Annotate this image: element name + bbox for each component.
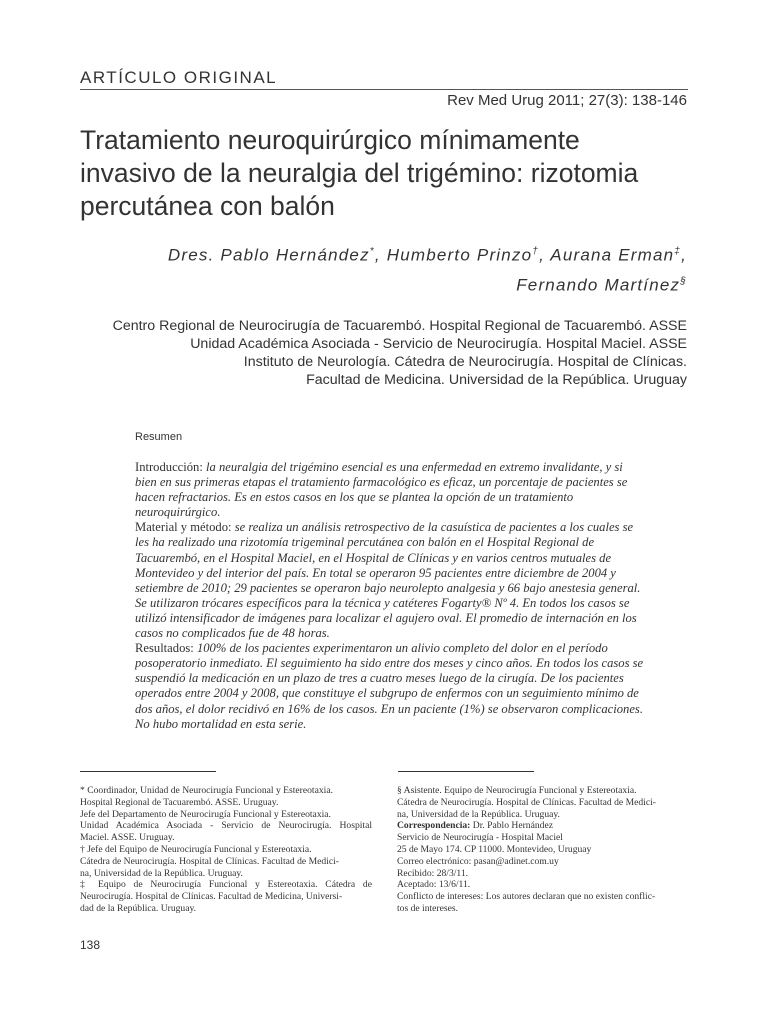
conflict-of-interest: Conflicto de intereses: Los autores declaran que no existen conflic- (397, 891, 656, 903)
section-label: ARTÍCULO ORIGINAL (80, 68, 278, 87)
author-mark: † (532, 246, 540, 257)
accepted-date: Aceptado: 13/6/11. (397, 879, 471, 891)
author-name: , Aurana Erman (539, 245, 675, 265)
abstract-label: Material y método: (135, 520, 232, 535)
abstract-label: Resultados: (135, 641, 194, 656)
affiliation-line: Instituto de Neurología. Cátedra de Neurocirugía. Hospital de Clínicas. (243, 354, 687, 370)
journal-citation: Rev Med Urug 2011; 27(3): 138-146 (447, 92, 687, 109)
affiliation-line: Facultad de Medicina. Universidad de la República. Uruguay (306, 372, 687, 388)
footnote-line: § Asistente. Equipo de Neurocirugía Funcional y Estereotaxia. (397, 785, 637, 796)
affiliations (113, 317, 687, 389)
authors-line-1 (168, 239, 687, 269)
abstract-text: 100% de los pacientes experimentaron un alivio completo del dolor en el período posoperatorio inmediato. El seguimiento ha sido entre dos meses y cinco años. En todos los casos se suspendió la medicación en un plazo de tres a cuatro meses luego de la cirugía. De los pacientes operados entre 2004 y 2008, que constituye el subgrupo de enfermos con un seguimiento mínimo de dos años, el dolor recidivó en 16% de los casos. En un paciente (1%) se observaron complicaciones. No hubo mortalidad en esta serie. (135, 641, 644, 731)
footnote-rule (398, 771, 534, 772)
received-date: Recibido: 28/3/11. (397, 867, 469, 879)
footnote-line: † Jefe del Equipo de Neurocirugía Funcional y Estereotaxia. (80, 843, 312, 855)
abstract-body (135, 460, 645, 732)
footnote-line: na, Universidad de la República. Uruguay. (80, 867, 243, 879)
affiliation-line: Unidad Académica Asociada - Servicio de Neurocirugía. Hospital Maciel. ASSE (190, 336, 687, 352)
correspondence-line (397, 820, 689, 832)
footnote-line: na, Universidad de la República. Uruguay. (397, 808, 560, 820)
correspondence-email: Correo electrónico: pasan@adinet.com.uy (397, 855, 559, 867)
abstract-text: se realiza un análisis retrospectivo de la casuística de pacientes a los cuales se les ha realizado una rizotomía trigeminal percutánea con balón en el Hospital Regional de Tacuarembó, en el Hospital Maciel, en el Hospital de Clínicas y en varios centros mutuales de Montevideo y del interior del país. En total se operaron 95 pacientes entre diciembre de 2004 y setiembre de 2010; 29 pacientes se operaron bajo neurolepto analgesia y 66 bajo anestesia general. Se utilizaron trócares específicos para la técnica y catéteres Fogarty® Nº 4. En todos los casos se utilizó intensificador de imágenes para localizar el agujero oval. El promedio de internación en los casos no complicados fue de 48 horas. (135, 520, 641, 641)
abstract-introduction (135, 460, 645, 520)
footnote-line: Hospital Regional de Tacuarembó. ASSE. Uruguay. (80, 796, 279, 808)
footnote-line: dad de la República. Uruguay. (80, 902, 197, 914)
article-title (80, 124, 700, 223)
footnote-rule (80, 771, 216, 772)
author-separator: , (681, 245, 687, 265)
correspondence-service: Servicio de Neurocirugía - Hospital Maciel (397, 832, 563, 844)
affiliation-line: Centro Regional de Neurocirugía de Tacuarembó. Hospital Regional de Tacuarembó. ASSE (112, 318, 687, 334)
abstract-methods (135, 520, 645, 641)
authors-line-2 (168, 269, 687, 299)
abstract-heading: Resumen (135, 431, 183, 443)
title-line: invasivo de la neuralgia del trigémino: rizotomia (80, 158, 639, 188)
author-mark: * (369, 246, 375, 257)
author-mark: ‡ (674, 246, 682, 257)
footnotes-left (80, 785, 372, 915)
footnote-line: Jefe del Departamento de Neurocirugía Funcional y Estereotaxia. (80, 808, 331, 820)
abstract-text: la neuralgia del trigémino esencial es una enfermedad en extremo invalidante, y si bien en sus primeras etapas el tratamiento farmacológico es eficaz, un porcentaje de pacientes se hacen refractarios. Es en estos casos en los que se plantea la opción de un tratamiento neuroquirúrgico. (135, 460, 628, 520)
header-rule (80, 89, 688, 90)
abstract-results (135, 641, 645, 732)
footnotes-right (397, 785, 689, 915)
correspondence-address: 25 de Mayo 174. CP 11000. Montevideo, Uruguay (397, 843, 592, 855)
authors (168, 239, 687, 298)
author-name: , Humberto Prinzo (374, 245, 533, 265)
footnote-line: Maciel. ASSE. Uruguay. (80, 832, 175, 844)
author-name: Dres. Pablo Hernández (167, 245, 370, 265)
footnote-line: * Coordinador, Unidad de Neurocirugía Funcional y Estereotaxia. (80, 785, 333, 796)
footnote-line: Unidad Académica Asociada - Servicio de Neurocirugía. Hospital (80, 820, 372, 832)
footnote-line: Cátedra de Neurocirugía. Hospital de Clínicas. Facultad de Medici- (80, 855, 339, 867)
footnote-line: Neurocirugía. Hospital de Clínicas. Facultad de Medicina, Universi- (80, 891, 343, 903)
author-name: Fernando Martínez (516, 275, 681, 295)
title-line: percutánea con balón (80, 191, 335, 221)
page-number: 138 (80, 938, 101, 952)
author-mark: § (680, 275, 687, 287)
correspondence-name: Dr. Pablo Hernández (470, 820, 553, 832)
title-line: Tratamiento neuroquirúrgico mínimamente (80, 125, 580, 155)
abstract-label: Introducción: (135, 460, 203, 474)
footnote-line: ‡ Equipo de Neurocirugía Funcional y Estereotaxia. Cátedra de (80, 879, 372, 891)
correspondence-label: Correspondencia: (397, 820, 471, 832)
footnote-line: Cátedra de Neurocirugía. Hospital de Clínicas. Facultad de Medici- (397, 796, 656, 808)
conflict-of-interest: tos de intereses. (397, 902, 459, 914)
